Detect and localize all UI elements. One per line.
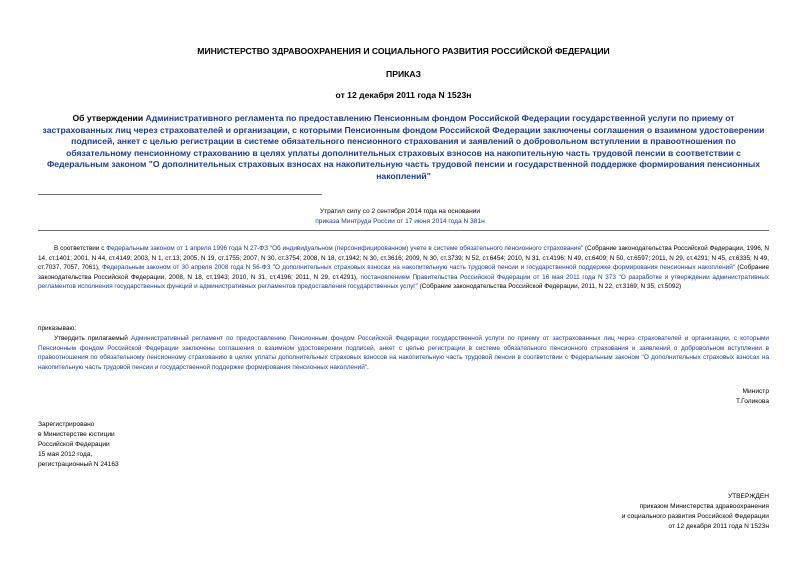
- registration-line: Зарегистрировано: [38, 421, 95, 428]
- registration-line: в Министерстве юстиции: [38, 431, 115, 438]
- government-resolution-373-link[interactable]: постановлением Правительства Российской Федерации от 16 мая 2011 года N 373 "О разработке и утверждении административных регламентов исполнения государственных функций и административных регламентов предоставления государственных услуг": [38, 273, 769, 290]
- approval-block: [470, 492, 769, 532]
- clause-text: Утвердить прилагаемый: [54, 335, 131, 342]
- preamble-paragraph: [38, 244, 769, 292]
- title-regulation-link[interactable]: Административного регламента по предоставлению Пенсионным фондом Российской Федерации государственной услуги по приему от застрахованных лиц через страхователей и организации, с которыми Пенсионным фондом Российской Федерации заключены соглашения о взаимном удостоверении подписей, анкет с целью регистрации в системе обязательного пенсионного страхования и заявлений о добровольном вступлении в правоотношения по обязательному пенсионному страхованию в целях уплаты дополнительных страховых взносов на накопительную часть трудовой пенсии в соответствии с Федеральным законом "О дополнительных страховых взносах на накопительную часть трудовой пенсии и государственной поддержке формирования пенсионных накоплений": [42, 113, 765, 181]
- lost-force-note: [200, 207, 600, 226]
- approval-line: и социального развития Российской Федерации: [621, 513, 769, 520]
- lost-force-order-link[interactable]: приказа Минтруда России от 17 июня 2014 года N 381н: [315, 217, 485, 225]
- preamble-text: (Собрание законодательства Российской Федерации, 1996, N 14, ст.1401; 2001, N 44, ст.4149; 2003, N 1, ст.13; 2005, N 19, ст.1755; 2007, N 30, ст.3754; 2008, N 18, ст.1942; N 30, ст.3616; 2009, N 30, ст.3739; N 52, ст.6454; 2010, N 31, ст.4196; N 49, ст.6409; N 50, ст.6597; 2011, N 29, ст.4291; N 45, ст.6335; N 49, ст.7037, 7057, 7061),: [38, 245, 770, 271]
- signer-block: [560, 387, 769, 407]
- registration-date: 15 мая 2012 года,: [38, 451, 93, 458]
- regulation-link[interactable]: Административный регламент по предоставлению Пенсионным фондом Российской Федерации государственной услуги по приему от застрахованных лиц через страхователей и организации, с которыми Пенсионным фондом Российской Федерации заключены соглашения о взаимном удостоверении подписей, анкет с целью регистрации в системе обязательного пенсионного страхования и заявлений о добровольном вступлении в правоотношения по обязательному пенсионному страхованию в целях уплаты дополнительных страховых взносов на накопительную часть трудовой пенсии в соответствии с Федеральным законом "О дополнительных страховых взносах на накопительную часть трудовой пенсии и государственной поддержке формирования пенсионных накоплений": [38, 335, 769, 371]
- orders-word: приказываю:: [38, 325, 76, 332]
- title-divider: [38, 194, 322, 195]
- registration-block: [38, 420, 258, 470]
- order-clause: [38, 334, 769, 372]
- signer-position: Министр: [742, 388, 769, 395]
- approval-heading: УТВЕРЖДЕН: [727, 493, 769, 500]
- lost-force-text: Утратил силу со 2 сентября 2014 года на основании: [319, 208, 481, 215]
- preamble-text: В соответствии с: [54, 245, 107, 252]
- order-date-number: от 12 декабря 2011 года N 1523н: [335, 90, 472, 100]
- approval-line: приказом Министерства здравоохранения: [639, 503, 769, 510]
- clause-text: .: [367, 363, 369, 371]
- ministry-name: МИНИСТЕРСТВО ЗДРАВООХРАНЕНИЯ И СОЦИАЛЬНОГО РАЗВИТИЯ РОССИЙСКОЙ ФЕДЕРАЦИИ: [197, 46, 610, 56]
- federal-law-27fz-link[interactable]: Федеральным законом от 1 апреля 1996 года N 27-ФЗ "Об индивидуальном (персонифицированном) учете в системе обязательного пенсионного страхования": [106, 245, 584, 252]
- federal-law-56fz-link[interactable]: Федеральным законом от 30 апреля 2008 года N 56-ФЗ "О дополнительных страховых взносах на накопительную часть трудовой пенсии и государственной поддержке формирования пенсионных накоплений": [101, 264, 736, 271]
- note-divider: [38, 230, 769, 231]
- registration-number: регистрационный N 24163: [38, 461, 119, 468]
- document-type: ПРИКАЗ: [386, 69, 421, 79]
- preamble-text: (Собрание законодательства Российской Федерации, 2008, N 18, ст.1943; 2010, N 31, ст.4196; 2011, N 29, ст.4291),: [38, 264, 770, 281]
- signer-name: Т.Голикова: [735, 398, 769, 405]
- approval-date: от 12 декабря 2011 года N 1523н: [668, 523, 769, 530]
- title-prefix: Об утверждении: [72, 113, 146, 123]
- preamble-text: (Собрание законодательства Российской Федерации, 2011, N 22, ст.3169; N 35, ст.5092): [417, 283, 682, 290]
- registration-line: Российской Федерации: [38, 441, 110, 448]
- document-title: [38, 113, 769, 182]
